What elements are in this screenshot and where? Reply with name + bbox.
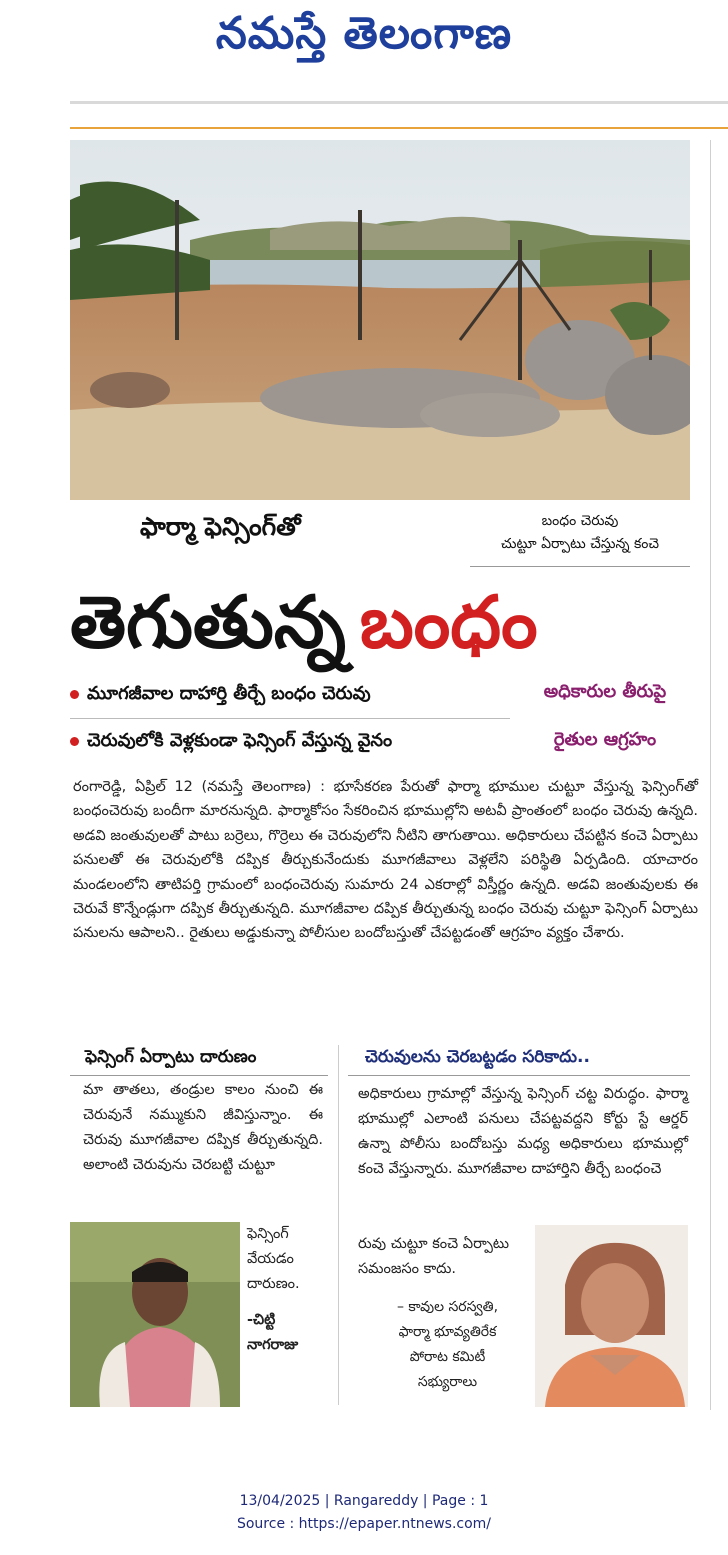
- side-headline-line-1: అధికారుల తీరుపై: [543, 681, 667, 702]
- left-box-title: ఫెన్సింగ్ ఏర్పాటు దారుణం: [85, 1047, 257, 1067]
- footer-date-line: 13/04/2025 | Rangareddy | Page : 1: [239, 1493, 489, 1509]
- subhead-2: [70, 730, 392, 755]
- subhead-1-text: మూగజీవాల దాహార్తి తీర్చే బంధం చెరువు: [87, 683, 371, 704]
- right-box-byline: [360, 1295, 535, 1395]
- lake-fence-photo: [70, 140, 690, 500]
- farmer-photo: [70, 1222, 240, 1407]
- left-box-text: మా తాతలు, తండ్రుల కాలం నుంచి ఈ చెరువునే నమ్ముకుని జీవిస్తున్నాం. ఈ చెరువు మూగజీవాల దప్పిక తీర్చుతున్నది. అలాంటి చెరువును చెరబట్టి చుట్టూ: [83, 1082, 323, 1173]
- caption-rule: [470, 566, 690, 567]
- activist-photo: [535, 1225, 688, 1407]
- headline-part-2: బంధం: [359, 580, 538, 664]
- byline-line: పోరాట కమిటీ: [409, 1349, 486, 1365]
- side-headline: [515, 668, 695, 764]
- byline-line: – కావుల సరస్వతి,: [396, 1299, 499, 1315]
- byline-line: సభ్యురాలు: [417, 1374, 478, 1390]
- bullet-icon: [70, 737, 79, 746]
- subhead-2-text: చెరువులోకి వెళ్లకుండా ఫెన్సింగ్ వేస్తున్న వైనం: [87, 730, 393, 751]
- right-box-text: అధికారులు గ్రామాల్లో వేస్తున్న ఫెన్సింగ్ చట్ట విరుద్ధం. ఫార్మా భూముల్లో ఎలాంటి పనులు చేపట్టవద్దని కోర్టు స్టే ఆర్డర్ ఉన్నా పోలీసు బందోబస్తు మధ్య అధికారులు భూముల్లో కంచె వేస్తున్నారు. మూగజీవాల దాహార్తిని తీర్చే బంధంచె: [358, 1086, 688, 1177]
- photo-caption-line-1: బంధం చెరువు: [541, 513, 619, 529]
- headline-kicker: ఫార్మా ఫెన్సింగ్‌తో: [140, 512, 301, 541]
- subhead-1: [70, 683, 371, 708]
- right-box-title: చెరువులను చెరబట్టడం సరికాదు..: [365, 1047, 590, 1067]
- main-headline: [70, 572, 700, 672]
- left-box-text-tail: ఫెన్సింగ్ వేయడం దారుణం.: [247, 1226, 300, 1292]
- byline-line: ఫార్మా భూవ్యతిరేక: [398, 1324, 497, 1340]
- footer-source-link[interactable]: Source : https://epaper.ntnews.com/: [236, 1516, 492, 1532]
- article-body: [73, 775, 698, 946]
- side-headline-line-2: రైతుల ఆగ్రహం: [553, 729, 657, 750]
- header-rule: [70, 101, 728, 104]
- header-accent-rule: [70, 127, 728, 129]
- photo-caption-line-2: చుట్టూ ఏర్పాటు చేస్తున్న కంచె: [500, 536, 660, 552]
- article-paragraph: రంగారెడ్డి, ఏప్రిల్ 12 (నమస్తే తెలంగాణ) : భూసేకరణ పేరుతో ఫార్మా భూముల చుట్టూ వేస్తున్న ఫెన్సింగ్‌తో బంధంచెరువు బందీగా మారనున్నది. ఫార్మాకోసం సేకరించిన భూముల్లోని అటవీ ప్రాంతంలో బంధం చెరువు ఉన్నది. అడవి జంతువులతో పాటు బర్రెలు, గొర్రెలు ఈ చెరువులోని నీటిని తాగుతాయి. అధికారులు చేపట్టిన కంచె ఏర్పాటు పనులతో ఈ చెరువులోకి దప్పిక తీర్చుకునేందుకు మూగజీవాలు వెళ్లలేని పరిస్థితి ఏర్పడింది. యాచారం మండలంలోని తాటిపర్తి గ్రామంలో బంధంచెరువు సుమారు 24 ఎకరాల్లో విస్తీర్ణం ఉన్నది. అడవి జంతువులకు ఈ చెరువే కొన్నేండ్లుగా దప్పిక తీర్చుతున్నది. మూగజీవాల దప్పిక తీర్చుతున్న బంధం చెరువు చుట్టూ ఫెన్సింగ్ ఏర్పాటు పనులను ఆపాలని.. రైతులు అడ్డుకున్నా పోలీసుల బందోబస్తుతో చేపట్టడంతో ఆగ్రహం వ్యక్తం చేశారు.: [73, 779, 698, 942]
- subhead-rule: [70, 718, 510, 719]
- column-divider: [710, 140, 711, 1410]
- bullet-icon: [70, 690, 79, 699]
- left-box-byline: [247, 1308, 327, 1358]
- byline-line: నాగరాజు: [247, 1337, 299, 1353]
- byline-line: -చిట్టి: [247, 1312, 276, 1328]
- headline-part-1: తెగుతున్న: [70, 580, 346, 664]
- masthead-logo: నమస్తే తెలంగాణ: [215, 8, 513, 59]
- box-divider: [338, 1045, 339, 1405]
- right-box-rule: [348, 1075, 690, 1076]
- photo-caption: [470, 510, 690, 556]
- right-box-text-tail: రువు చుట్టూ కంచె ఏర్పాటు సమంజసం కాదు.: [358, 1236, 510, 1277]
- left-box-rule: [70, 1075, 328, 1076]
